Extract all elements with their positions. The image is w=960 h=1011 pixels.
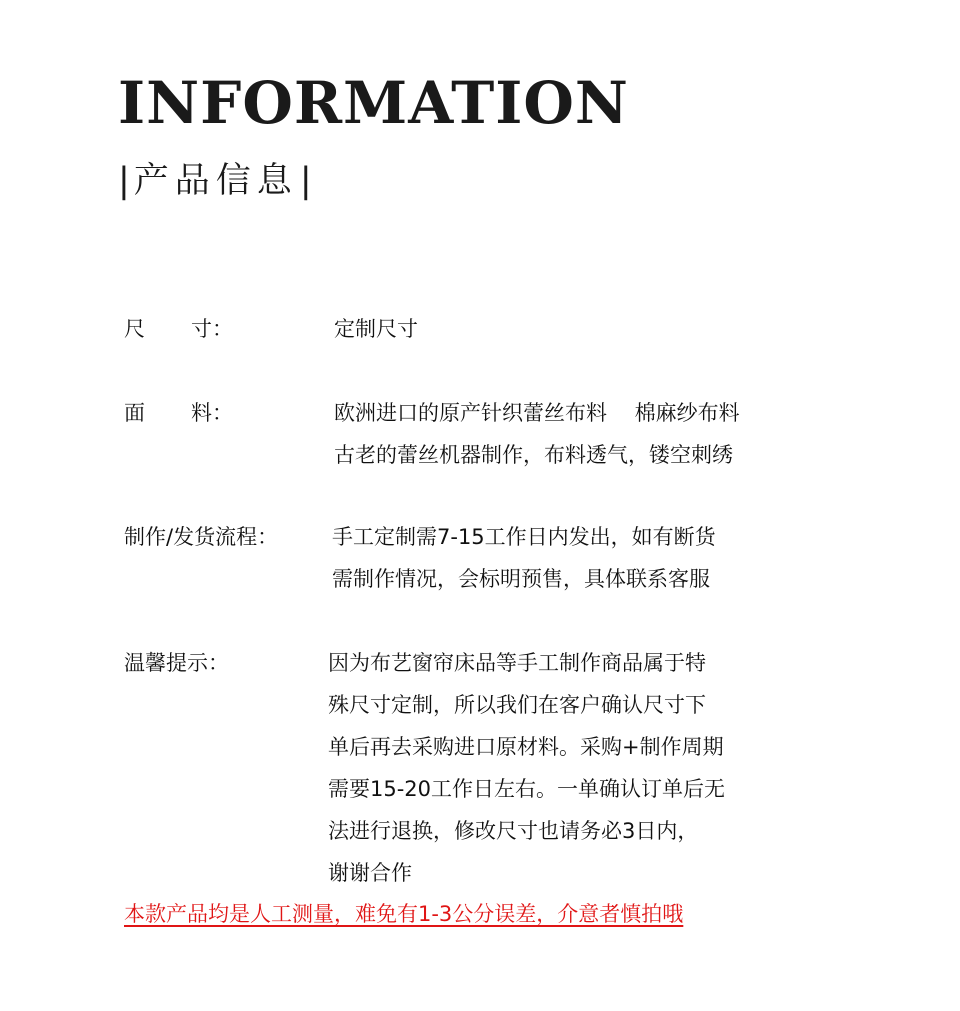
process-value-line: 手工定制需7-15工作日内发出，如有断货 [332,525,716,549]
tip-value-line: 需要15-20工作日左右。一单确认订单后无 [328,777,726,801]
size-value-line: 定制尺寸 [334,317,418,341]
size-label [124,308,233,350]
process-value [332,516,716,600]
tip-value-line: 法进行退换，修改尺寸也请务必3日内， [328,819,699,843]
tip-label: 温馨提示： [124,651,229,675]
fabric-value-line: 古老的蕾丝机器制作，布料透气，镂空刺绣 [334,443,733,467]
tip-value-line: 因为布艺窗帘床品等手工制作商品属于特 [328,651,706,675]
subheading-text: 产品信息 [133,161,298,201]
information-heading: INFORMATION [118,69,629,137]
tip-value-line: 殊尺寸定制，所以我们在客户确认尺寸下 [328,693,706,717]
subheading-bar-right: | [299,161,312,201]
fabric-label [124,392,233,434]
fabric-label-first: 面 [124,401,145,425]
size-value [334,308,418,350]
tip-value [328,642,725,894]
process-value-line: 需制作情况，会标明预售，具体联系客服 [332,567,710,591]
measurement-warning: 本款产品均是人工测量，难免有1-3公分误差，介意者慎拍哦 [124,902,684,926]
fabric-label-second: 料： [191,401,233,425]
tip-value-line: 谢谢合作 [328,861,412,885]
size-label-first: 尺 [124,317,145,341]
tip-value-line: 单后再去采购进口原材料。采购+制作周期 [328,735,724,759]
subheading-bar-left: | [118,161,130,201]
size-label-second: 寸： [191,317,233,341]
fabric-value [334,392,740,476]
product-info-subheading [118,161,312,201]
fabric-value-line: 欧洲进口的原产针织蕾丝布料 棉麻纱布料 [334,401,740,425]
process-label: 制作/发货流程： [124,525,279,549]
